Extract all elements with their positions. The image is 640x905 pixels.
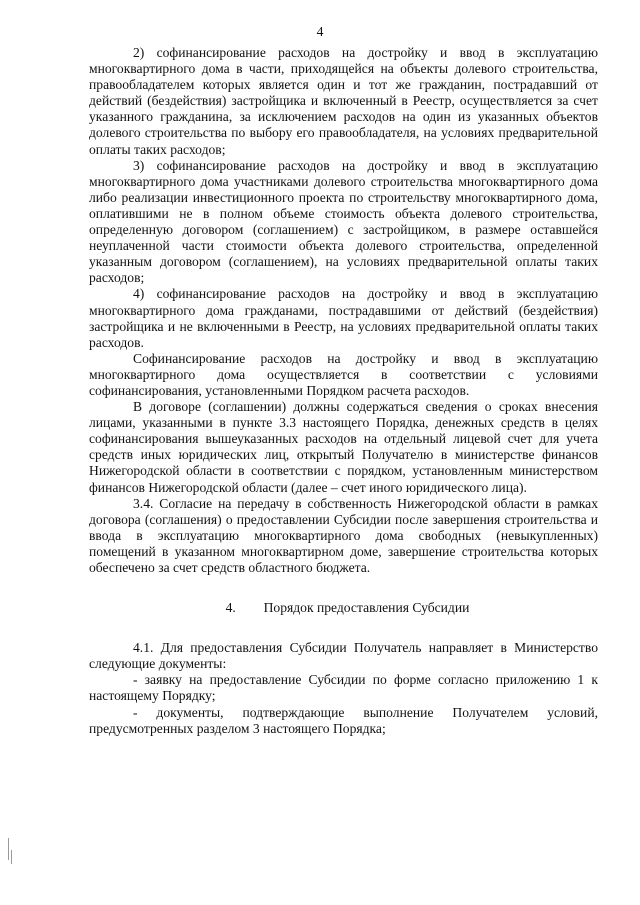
page-number: 4 (316, 24, 324, 39)
section-number: 4. (225, 600, 236, 616)
paragraph-3-4: 3.4. Согласие на передачу в собственность Нижегородской области в рамках договора (соглашения) о предоставлении Субсидии после завершения строительства и ввода в эксплуатацию многоквартирного дома свободных (невыкупленных) помещений в указанном многоквартирном доме, завершение строительства которых обеспечено за счет средств областного бюджета. (89, 495, 598, 575)
paragraph-4-1: 4.1. Для предоставления Субсидии Получатель направляет в Министерство следующие документы: (89, 640, 598, 672)
list-item-application: - заявку на предоставление Субсидии по форме согласно приложению 1 к настоящему Порядку; (89, 672, 598, 704)
paragraph-item-2: 2) софинансирование расходов на достройку и ввод в эксплуатацию многоквартирного дома в части, приходящейся на объекты долевого строительства, правообладателем которых является один и тот же гражданин, пострадавший от действий (бездействия) застройщика и включенный в Реестр, осуществляется за счет указанного гражданина, за исключением расходов на один из указанных объектов долевого строительства по выбору его правообладателя, на условиях предварительной оплаты таких расходов; (89, 45, 598, 157)
paragraph-agreement-terms: В договоре (соглашении) должны содержаться сведения о сроках внесения лицами, указанными в пункте 3.3 настоящего Порядка, денежных средств в целях софинансирования вышеуказанных расходов на отдельный лицевой счет для учета средств иных юридических лиц, открытый Получателю в министерстве финансов Нижегородской области в соответствии с порядком, установленным министерством финансов Нижегородской области (далее – счет иного юридического лица). (89, 399, 598, 495)
scan-artifact (8, 838, 9, 860)
paragraph-item-4: 4) софинансирование расходов на достройку и ввод в эксплуатацию многоквартирного дома гражданами, пострадавшими от действий (бездействия) застройщика и не включенными в Реестр, на условиях предварительной оплаты таких расходов. (89, 286, 598, 350)
document-body (89, 45, 598, 737)
list-item-documents: - документы, подтверждающие выполнение Получателем условий, предусмотренных разделом 3 настоящего Порядка; (89, 704, 598, 736)
scan-artifact (11, 850, 12, 864)
spacer (89, 616, 598, 640)
paragraph-item-3: 3) софинансирование расходов на достройку и ввод в эксплуатацию многоквартирного дома участниками долевого строительства многоквартирного дома либо реализации инвестиционного проекта по строительству многоквартирного дома, оплатившими не в полном объеме стоимость объекта долевого строительства, определенную договором (соглашением) с застройщиком, в размере оставшейся неуплаченной части стоимости объекта долевого строительства, определенной указанным договором (соглашением), на условиях предварительной оплаты таких расходов; (89, 157, 598, 286)
spacer (89, 576, 598, 600)
section-title: Порядок предоставления Субсидии (263, 600, 470, 616)
section-heading (89, 600, 598, 616)
paragraph-cofinancing-conditions: Софинансирование расходов на достройку и ввод в эксплуатацию многоквартирного дома осуществляется в соответствии с условиями софинансирования, установленными Порядком расчета расходов. (89, 350, 598, 398)
